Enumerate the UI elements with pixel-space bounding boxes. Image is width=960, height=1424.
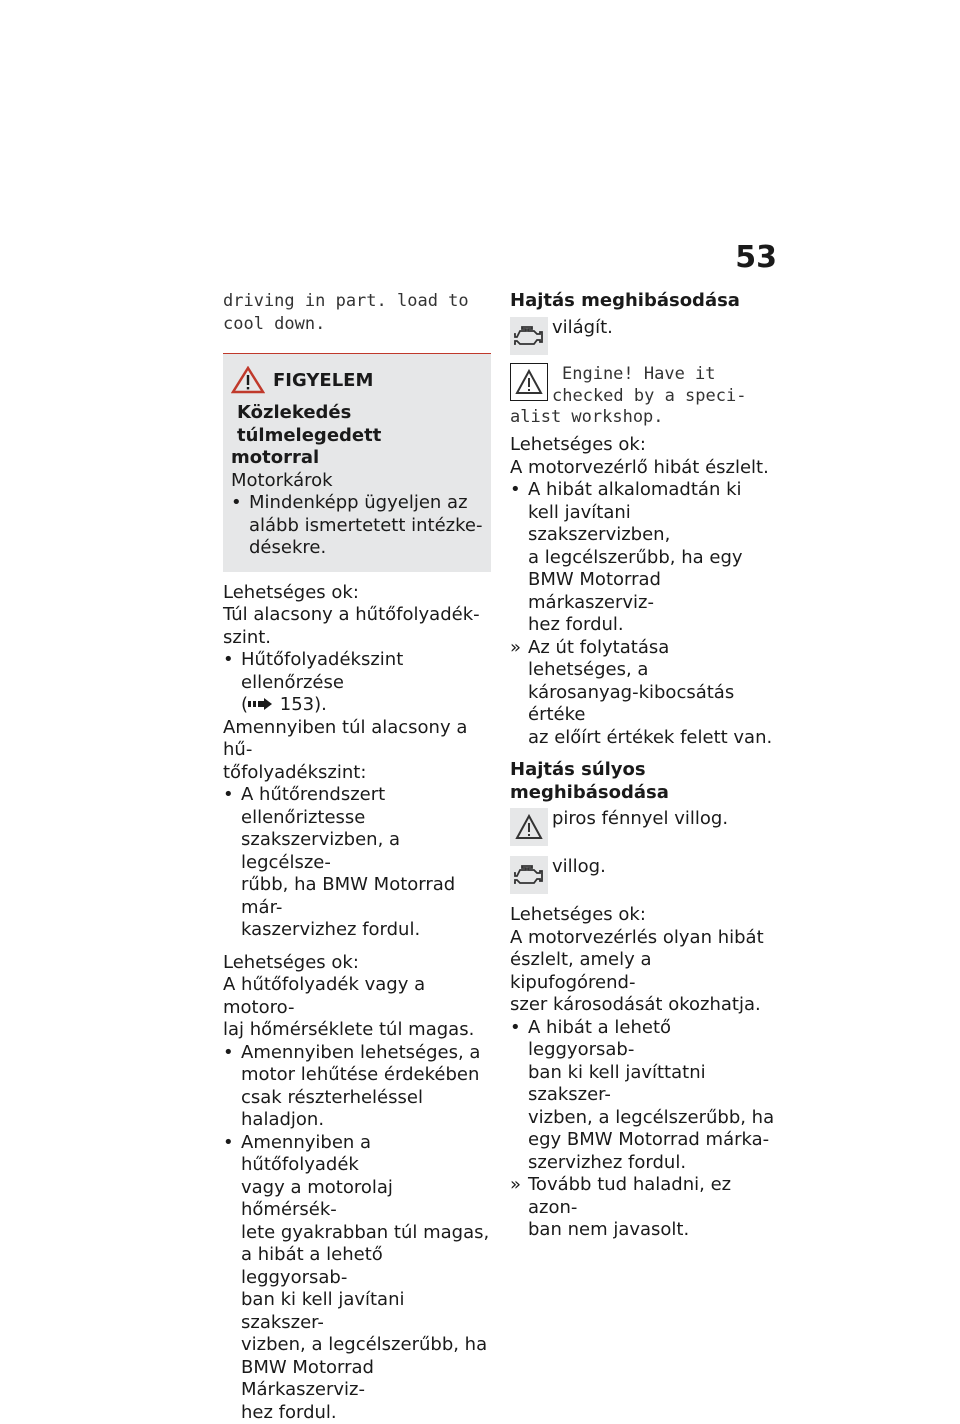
- page-number: 53: [735, 240, 777, 275]
- display-text: checked by a speci-: [552, 385, 746, 408]
- display-message: [510, 363, 778, 408]
- cause-text: A hűtőfolyadék vagy a motoro-: [223, 974, 493, 1019]
- indicator-line: [510, 317, 778, 355]
- bullet-icon: •: [223, 1042, 241, 1132]
- bullet-icon: •: [223, 1132, 241, 1424]
- warning-header: [231, 366, 491, 394]
- warning-title: FIGYELEM: [273, 370, 373, 391]
- possible-cause-label: Lehetséges ok:: [510, 904, 778, 927]
- list-item: • Amennyiben lehetséges, a motor lehűtése érdekében csak részterheléssel haladjon.: [223, 1042, 493, 1132]
- section-heading: Hajtás meghibásodása: [510, 290, 778, 313]
- engine-indicator: [510, 856, 548, 894]
- list-item: • Hűtőfolyadékszint ellenőrzése ( 153).: [223, 649, 493, 717]
- engine-indicator: [510, 317, 548, 355]
- indicator-text: piros fénnyel villog.: [552, 808, 728, 831]
- left-column: [223, 290, 493, 1424]
- list-item: • Amennyiben a hűtőfolyadék vagy a motorolaj hőmérsék- lete gyakrabban túl magas, a hibát a lehető leggyorsab- ban ki kell javítani szakszer- vizben, a legcélszerűbb, ha BMW Motorrad Márkaszerviz- hez fordul.: [223, 1132, 493, 1424]
- possible-cause-label: Lehetséges ok:: [223, 582, 493, 605]
- display-text: Engine! Have it: [552, 363, 746, 386]
- cause-text: A motorvezérlés olyan hibát: [510, 927, 778, 950]
- page-reference-arrow-icon[interactable]: [248, 697, 274, 711]
- list-item: » Az út folytatása lehetséges, a károsanyag-kibocsátás értéke az előírt értékek felett van.: [510, 637, 778, 750]
- list-item: • A hűtőrendszert ellenőriztesse szakszervizben, a legcélsze- rűbb, ha BMW Motorrad már- kaszervizhez fordul.: [223, 784, 493, 942]
- indicator-text: villog.: [552, 856, 606, 879]
- bullet-icon: •: [231, 492, 249, 560]
- cause-text: laj hőmérséklete túl magas.: [223, 1019, 493, 1042]
- list-item: • A hibát alkalomadtán ki kell javítani szakszervizben, a legcélszerűbb, ha egy BMW Motorrad márkaszerviz- hez fordul.: [510, 479, 778, 637]
- engine-check-icon: [514, 325, 544, 347]
- indicator-line: [510, 856, 778, 894]
- intro-line: driving in part. load to: [223, 290, 493, 313]
- result-icon: »: [510, 637, 528, 750]
- warning-triangle-icon: [231, 366, 265, 394]
- result-icon: »: [510, 1174, 528, 1242]
- possible-cause-label: Lehetséges ok:: [223, 952, 493, 975]
- warning-consequence: Motorkárok: [231, 470, 491, 493]
- possible-cause-label: Lehetséges ok:: [510, 434, 778, 457]
- warning-triangle-icon: [515, 369, 543, 395]
- page-reference[interactable]: 153).: [280, 694, 327, 715]
- warning-indicator: [510, 808, 548, 846]
- bullet-icon: •: [510, 1017, 528, 1175]
- cause-text: A motorvezérlő hibát észlelt.: [510, 457, 778, 480]
- list-item: » Tovább tud haladni, ez azon- ban nem javasolt.: [510, 1174, 778, 1242]
- bullet-icon: •: [223, 784, 241, 942]
- bullet-icon: •: [223, 649, 241, 717]
- section-heading: Hajtás súlyos meghibásodása: [510, 759, 778, 804]
- warning-subtitle: motorral: [231, 447, 491, 470]
- intro-line: cool down.: [223, 313, 493, 336]
- indicator-text: világít.: [552, 317, 613, 340]
- cause-text: szint.: [223, 627, 493, 650]
- warning-box: [223, 354, 491, 572]
- warning-indicator: [510, 363, 548, 401]
- right-column: [510, 290, 778, 1242]
- display-text: alist workshop.: [510, 406, 778, 429]
- cause-text: szer károsodását okozhatja.: [510, 994, 778, 1017]
- indicator-line: [510, 808, 778, 846]
- cause-text: Túl alacsony a hűtőfolyadék-: [223, 604, 493, 627]
- condition-text: Amennyiben túl alacsony a hű-: [223, 717, 493, 762]
- cause-text: észlelt, amely a kipufogórend-: [510, 949, 778, 994]
- warning-subtitle: Közlekedés túlmelegedett: [231, 402, 491, 447]
- bullet-icon: •: [510, 479, 528, 637]
- warning-triangle-icon: [515, 814, 543, 840]
- condition-text: tőfolyadékszint:: [223, 762, 493, 785]
- list-item: • Mindenképp ügyeljen az alább ismertetett intézke- désekre.: [231, 492, 491, 560]
- list-item: • A hibát a lehető leggyorsab- ban ki kell javíttatni szakszer- vizben, a legcélszerűbb, ha egy BMW Motorrad márka- szervizhez fordul.: [510, 1017, 778, 1175]
- engine-check-icon: [514, 864, 544, 886]
